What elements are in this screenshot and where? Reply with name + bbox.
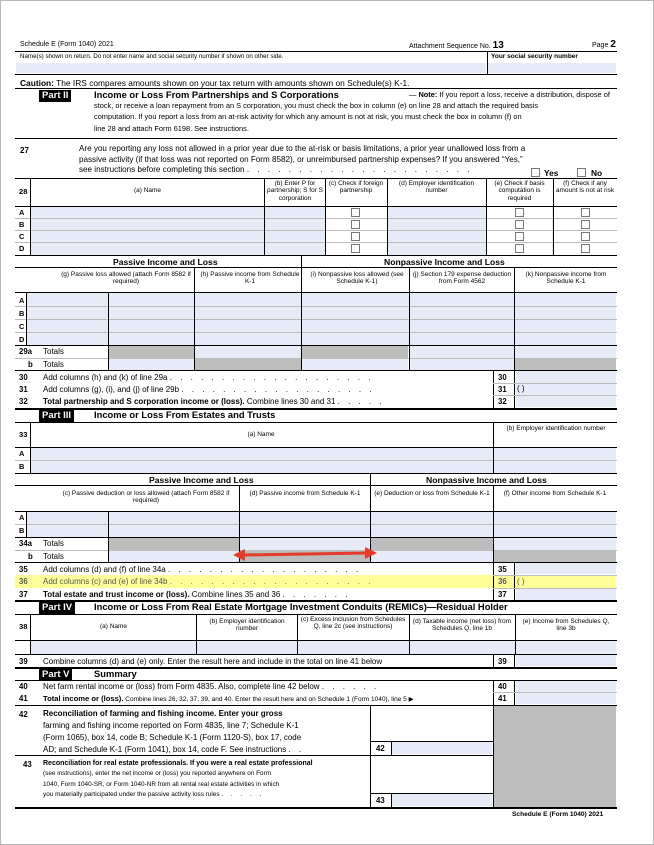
line-43-num: 43 (23, 760, 32, 769)
part-4-tag: Part IV (39, 602, 75, 614)
col-g-header: (g) Passive loss allowed (attach Form 8582 if required) (61, 271, 191, 286)
line-36-text: Add columns (c) and (e) of line 34b . . . . . . . . . . . . . . . . . . . . (43, 577, 374, 586)
line-34a-num: 34a (19, 539, 33, 548)
line-31-box-num: 31 (498, 385, 507, 394)
line-40-num: 40 (19, 682, 28, 691)
line-34b-totals: Totals (43, 552, 64, 561)
col-f-header: (f) Check if any amount is not at risk (555, 180, 615, 195)
part3-col-b-header: (b) Employer identification number (506, 425, 606, 432)
line-29a-g-shaded (109, 346, 194, 358)
passive-header: Passive Income and Loss (113, 257, 218, 267)
line-35-box-num: 35 (498, 565, 507, 574)
col-k-header: (k) Nonpassive income from Schedule K-1 (525, 271, 607, 286)
line-37-num: 37 (19, 590, 28, 599)
p3-row-a-label-2: A (19, 513, 25, 522)
col-j-header: (j) Section 179 expense deduction from Form 4562 (412, 271, 512, 286)
page-number: Page 2 (592, 39, 616, 50)
p4-col-a-header: (a) Name (99, 623, 128, 630)
line-31-num: 31 (19, 385, 28, 394)
row-b-foreign-checkbox[interactable] (351, 220, 360, 229)
part-5-title: Summary (94, 668, 137, 679)
row-a-atrisk-checkbox[interactable] (581, 208, 590, 217)
line-42-num: 42 (19, 710, 28, 719)
line-34a-c-shaded (109, 538, 239, 550)
line-29a-totals: Totals (43, 347, 64, 356)
col-b-header: (b) Enter P for partnership; S for S corporation (267, 180, 323, 202)
line-29b-k-shaded (515, 359, 616, 370)
line-27-num: 27 (20, 146, 29, 155)
line-42-text: Reconciliation of farming and fishing income. Enter your gross farming and fishing income reported on Form 4835, line 7; Schedule K-1 (Form 1065), box 14, code B; Schedule K-1 (Form 1120-S), box 17, code AD; and Schedule K-1 (Form 1041), box 14, code F. See instructions . . (43, 709, 305, 755)
line-32-box-num: 32 (498, 397, 507, 406)
line-36-box-num: 36 (498, 577, 507, 586)
part-2-title: Income or Loss From Partnerships and S Corporations (94, 89, 339, 100)
names-label: Name(s) shown on return. Do not enter name and social security number if shown on other side. (20, 53, 284, 60)
p4-col-b-header: (b) Employer identification number (209, 618, 285, 633)
line-37-text: Total estate and trust income or (loss). Combine lines 35 and 36 . . . . . . . (43, 590, 351, 599)
row-d-label-2: D (19, 335, 25, 344)
part-5-tag: Part V (39, 669, 72, 681)
col-h-header: (h) Passive income from Schedule K-1 (200, 271, 300, 286)
arrow-left-head (233, 549, 245, 561)
form-title: Schedule E (Form 1040) 2021 (20, 41, 114, 48)
row-c-label: C (19, 232, 25, 241)
part-4-title: Income or Loss From Real Estate Mortgage Investment Conduits (REMICs)—Residual Holder (94, 601, 508, 612)
line-34b-num: b (28, 552, 33, 561)
line-30-text: Add columns (h) and (k) of line 29a . . . . . . . . . . . . . . . . . . . . (43, 373, 374, 382)
line-34a-e-shaded (371, 538, 493, 550)
part-2-note-body: stock, or receive a loan repayment from an S corporation, you must check the box in column (e) on line 28 and attach the required basis computation. If you report a loss from an at-risk activity for which any amount is not at risk, you must check the box in column (f) on line 28 and attach Form 6198. See instructions. (94, 101, 539, 133)
p4-col-e-header: (e) Income from Schedules Q, line 3b (522, 618, 610, 633)
line-34b-f-shaded (494, 551, 616, 562)
line-35-text: Add columns (d) and (f) of line 34a . . . . . . . . . . . . . . . . . . . (43, 565, 362, 574)
row-c-label-2: C (19, 322, 25, 331)
line-36-value[interactable]: ( ) (517, 577, 525, 586)
p3-col-f-header: (f) Other income from Schedule K-1 (503, 490, 607, 497)
ssn-input[interactable] (488, 63, 616, 73)
p3-row-a-label: A (19, 449, 25, 458)
line-29a-num: 29a (19, 347, 33, 356)
col-c-header: (c) Check if foreign partnership (328, 180, 384, 195)
p3-col-e-header: (e) Deduction or loss from Schedule K-1 (374, 490, 490, 497)
line-36-num: 36 (19, 577, 28, 586)
line-43-text: Reconciliation for real estate professionals. If you were a real estate professional (see instructions), enter the net income or (loss) you reported anywhere on Form 1040, Form 1040-SR, or Form 1040-NR from all rental real estate activities in which you materially participated under the passive activity loss rules . . . . . (43, 760, 313, 798)
col-e-header: (e) Check if basis computation is required (494, 180, 545, 202)
line-27-question: Are you reporting any loss not allowed in a prior year due to the at-risk or basis limitations, a prior year unallowed loss from a passive activity (if that loss was not reported on Form 8582), or unreimbursed partnership expenses? If you answered “Yes,” see instructions before completing this section . . . . . . . . . . . . . . . . . . . . . . (79, 144, 526, 175)
row-b-label-2: B (19, 309, 25, 318)
line-40-text: Net farm rental income or (loss) from Form 4835. Also, complete line 42 below . . . . . . (43, 682, 380, 691)
part-3-tag: Part III (39, 410, 74, 422)
part-2-note: — Note: If you report a loss, receive a distribution, dispose of (409, 90, 610, 99)
arrow-right-head (365, 547, 377, 559)
no-label: No (591, 168, 603, 178)
line-29a-i-shaded (302, 346, 408, 358)
row-a-basis-checkbox[interactable] (515, 208, 524, 217)
line-37-box-num: 37 (498, 590, 507, 599)
row-a-foreign-checkbox[interactable] (351, 208, 360, 217)
caution-text: Caution: The IRS compares amounts shown on your tax return with amounts shown on Schedule(s) K-1. (20, 78, 410, 88)
row-c-atrisk-checkbox[interactable] (581, 232, 590, 241)
row-a-label-2: A (19, 296, 25, 305)
lines-42-43-shaded (494, 706, 616, 807)
p4-col-c-header: (c) Excess inclusion from Schedules Q, line 2c (see instructions) (300, 616, 406, 631)
row-b-atrisk-checkbox[interactable] (581, 220, 590, 229)
line-40-box-num: 40 (498, 682, 507, 691)
name-input[interactable] (16, 63, 486, 73)
p3-row-b-label-2: B (19, 526, 25, 535)
nonpassive-header: Nonpassive Income and Loss (384, 257, 505, 267)
part-3-title: Income or Loss From Estates and Trusts (94, 409, 276, 420)
line-38-num: 38 (19, 622, 28, 631)
line-27-yes-checkbox[interactable] (531, 168, 540, 177)
row-c-basis-checkbox[interactable] (515, 232, 524, 241)
attachment-seq-label: Attachment Sequence No. 13 (409, 40, 504, 51)
line-42-box-num: 42 (376, 744, 385, 753)
col-d-header: (d) Employer identification number (398, 180, 475, 195)
row-d-label: D (19, 244, 25, 253)
line-39-text: Combine columns (d) and (e) only. Enter the result here and include in the total on line 41 below (43, 657, 383, 666)
col-i-header: (i) Nonpassive loss allowed (see Schedule K-1) (310, 271, 404, 286)
p3-nonpassive-header: Nonpassive Income and Loss (426, 475, 547, 485)
line-31-text: Add columns (g), (i), and (j) of line 29b . . . . . . . . . . . . . . . . . . . (43, 385, 375, 394)
line-39-num: 39 (19, 657, 28, 666)
line-32-text: Total partnership and S corporation income or (loss). Combine lines 30 and 31 . . . . . (43, 397, 385, 406)
part3-col-a-header: (a) Name (247, 431, 275, 438)
line-43-box-num: 43 (376, 796, 385, 805)
row-b-label: B (19, 220, 25, 229)
p3-col-c-header: (c) Passive deduction or loss allowed (attach Form 8582 if required) (62, 490, 230, 505)
part-2-tag: Part II (39, 90, 71, 102)
p4-col-d-header: (d) Taxable income (net loss) from Schedules Q, line 1b (412, 618, 512, 633)
line-32-num: 32 (19, 397, 28, 406)
line-31-value[interactable]: ( ) (517, 384, 525, 393)
line-28-num: 28 (19, 187, 28, 196)
line-27-no-checkbox[interactable] (577, 168, 586, 177)
footer-form-title: Schedule E (Form 1040) 2021 (512, 811, 604, 818)
line-41-text: Total income or (loss). Combine lines 26, 32, 37, 39, and 40. Enter the result here and on Schedule 1 (Form 1040), line 5 ▶ (43, 694, 414, 703)
line-39-box-num: 39 (498, 657, 507, 666)
double-arrow-annotation (231, 546, 379, 562)
line-30-num: 30 (19, 373, 28, 382)
p3-row-b-label: B (19, 462, 25, 471)
row-d-basis-checkbox[interactable] (515, 244, 524, 253)
line-35-num: 35 (19, 565, 28, 574)
row-d-foreign-checkbox[interactable] (351, 244, 360, 253)
line-41-box-num: 41 (498, 694, 507, 703)
row-c-foreign-checkbox[interactable] (351, 232, 360, 241)
p3-col-d-header: (d) Passive income from Schedule K-1 (249, 490, 361, 497)
arrow-right-icon: ▶ (408, 696, 414, 703)
row-a-label: A (19, 208, 25, 217)
yes-label: Yes (544, 168, 559, 178)
row-b-basis-checkbox[interactable] (515, 220, 524, 229)
p3-passive-header: Passive Income and Loss (149, 475, 254, 485)
col-a-name-header: (a) Name (133, 187, 162, 194)
row-d-atrisk-checkbox[interactable] (581, 244, 590, 253)
line-29b-num: b (28, 360, 33, 369)
line-34a-totals: Totals (43, 539, 64, 548)
line-29b-totals: Totals (43, 360, 64, 369)
line-30-box-num: 30 (498, 373, 507, 382)
ssn-label: Your social security number (491, 53, 578, 60)
line-33-num: 33 (19, 430, 28, 439)
line-41-num: 41 (19, 694, 28, 703)
line-29b-h-shaded (195, 359, 301, 370)
